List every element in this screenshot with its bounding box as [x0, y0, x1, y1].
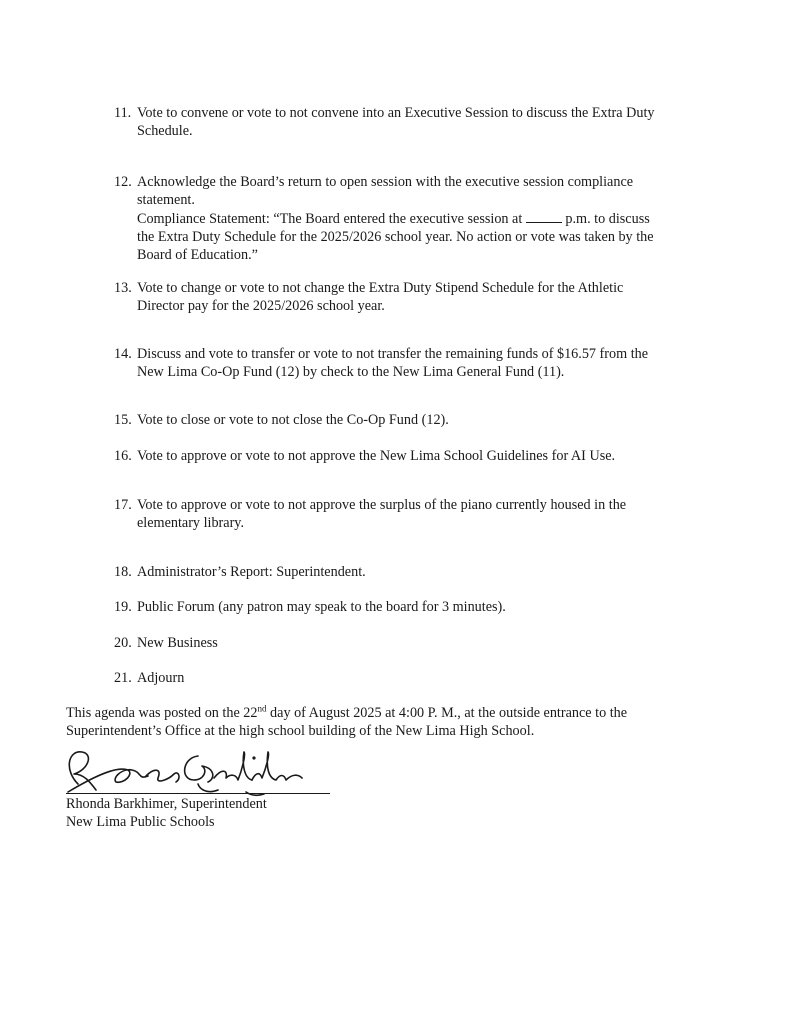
agenda-item-17 — [114, 496, 719, 532]
item-text-line: Adjourn — [137, 670, 185, 686]
agenda-item-12 — [114, 173, 719, 264]
signer-block — [66, 795, 267, 831]
signer-name-title: Rhonda Barkhimer, Superintendent — [66, 796, 267, 812]
compliance-before-blank: Compliance Statement: “The Board entered the executive session at — [137, 211, 523, 227]
item-number: 20. — [114, 635, 132, 651]
item-number: 15. — [114, 412, 132, 428]
agenda-item-15 — [114, 411, 719, 429]
posting-before-day: This agenda was posted on the 22 — [66, 705, 258, 721]
posting-line-2: Superintendent’s Office at the high school building of the New Lima High School. — [66, 723, 535, 739]
item-text-line: Acknowledge the Board’s return to open session with the executive session compliance — [137, 174, 634, 190]
item-text-line: Vote to close or vote to not close the Co-Op Fund (12). — [137, 412, 449, 428]
agenda-item-16 — [114, 447, 719, 465]
agenda-item-21 — [114, 669, 719, 687]
posting-statement — [66, 704, 726, 740]
item-number: 21. — [114, 670, 132, 686]
posting-after-day: day of August 2025 at 4:00 P. M., at the outside entrance to the — [266, 705, 628, 721]
agenda-item-14 — [114, 345, 719, 381]
item-number: 17. — [114, 497, 132, 513]
item-text-line: elementary library. — [137, 515, 245, 531]
agenda-item-18 — [114, 563, 719, 581]
item-text-line: Director pay for the 2025/2026 school year. — [137, 298, 385, 314]
compliance-statement-line — [137, 209, 719, 228]
handwritten-signature — [58, 744, 318, 798]
item-number: 12. — [114, 174, 132, 190]
item-number: 18. — [114, 564, 132, 580]
item-number: 19. — [114, 599, 132, 615]
signer-organization: New Lima Public Schools — [66, 814, 215, 830]
agenda-item-13 — [114, 279, 719, 315]
item-text-line: Public Forum (any patron may speak to the board for 3 minutes). — [137, 599, 506, 615]
item-text-line: Discuss and vote to transfer or vote to not transfer the remaining funds of $16.57 from the — [137, 346, 649, 362]
agenda-item-19 — [114, 598, 719, 616]
item-text-line: New Business — [137, 635, 218, 651]
item-text-line: Vote to approve or vote to not approve the surplus of the piano currently housed in the — [137, 497, 627, 513]
item-number: 11. — [114, 105, 132, 121]
item-text-line: Schedule. — [137, 123, 193, 139]
item-text-line: Board of Education.” — [137, 247, 258, 263]
item-number: 16. — [114, 448, 132, 464]
item-text-line: Vote to convene or vote to not convene into an Executive Session to discuss the Extra Duty — [137, 105, 655, 121]
item-number: 13. — [114, 280, 132, 296]
item-text-line: Administrator’s Report: Superintendent. — [137, 564, 366, 580]
item-text-line: the Extra Duty Schedule for the 2025/2026 school year. No action or vote was taken by the — [137, 229, 654, 245]
item-number: 14. — [114, 346, 132, 362]
time-blank — [526, 209, 562, 223]
posting-line-1 — [66, 704, 726, 722]
signature-line — [66, 793, 330, 794]
compliance-after-blank: p.m. to discuss — [565, 211, 650, 227]
posting-day-suffix: nd — [257, 703, 267, 714]
item-text-line: New Lima Co-Op Fund (12) by check to the New Lima General Fund (11). — [137, 364, 565, 380]
item-text-line: statement. — [137, 192, 195, 208]
item-text-line: Vote to change or vote to not change the Extra Duty Stipend Schedule for the Athletic — [137, 280, 624, 296]
item-text-line: Vote to approve or vote to not approve the New Lima School Guidelines for AI Use. — [137, 448, 616, 464]
agenda-item-20 — [114, 634, 719, 652]
agenda-item-11 — [114, 104, 719, 140]
